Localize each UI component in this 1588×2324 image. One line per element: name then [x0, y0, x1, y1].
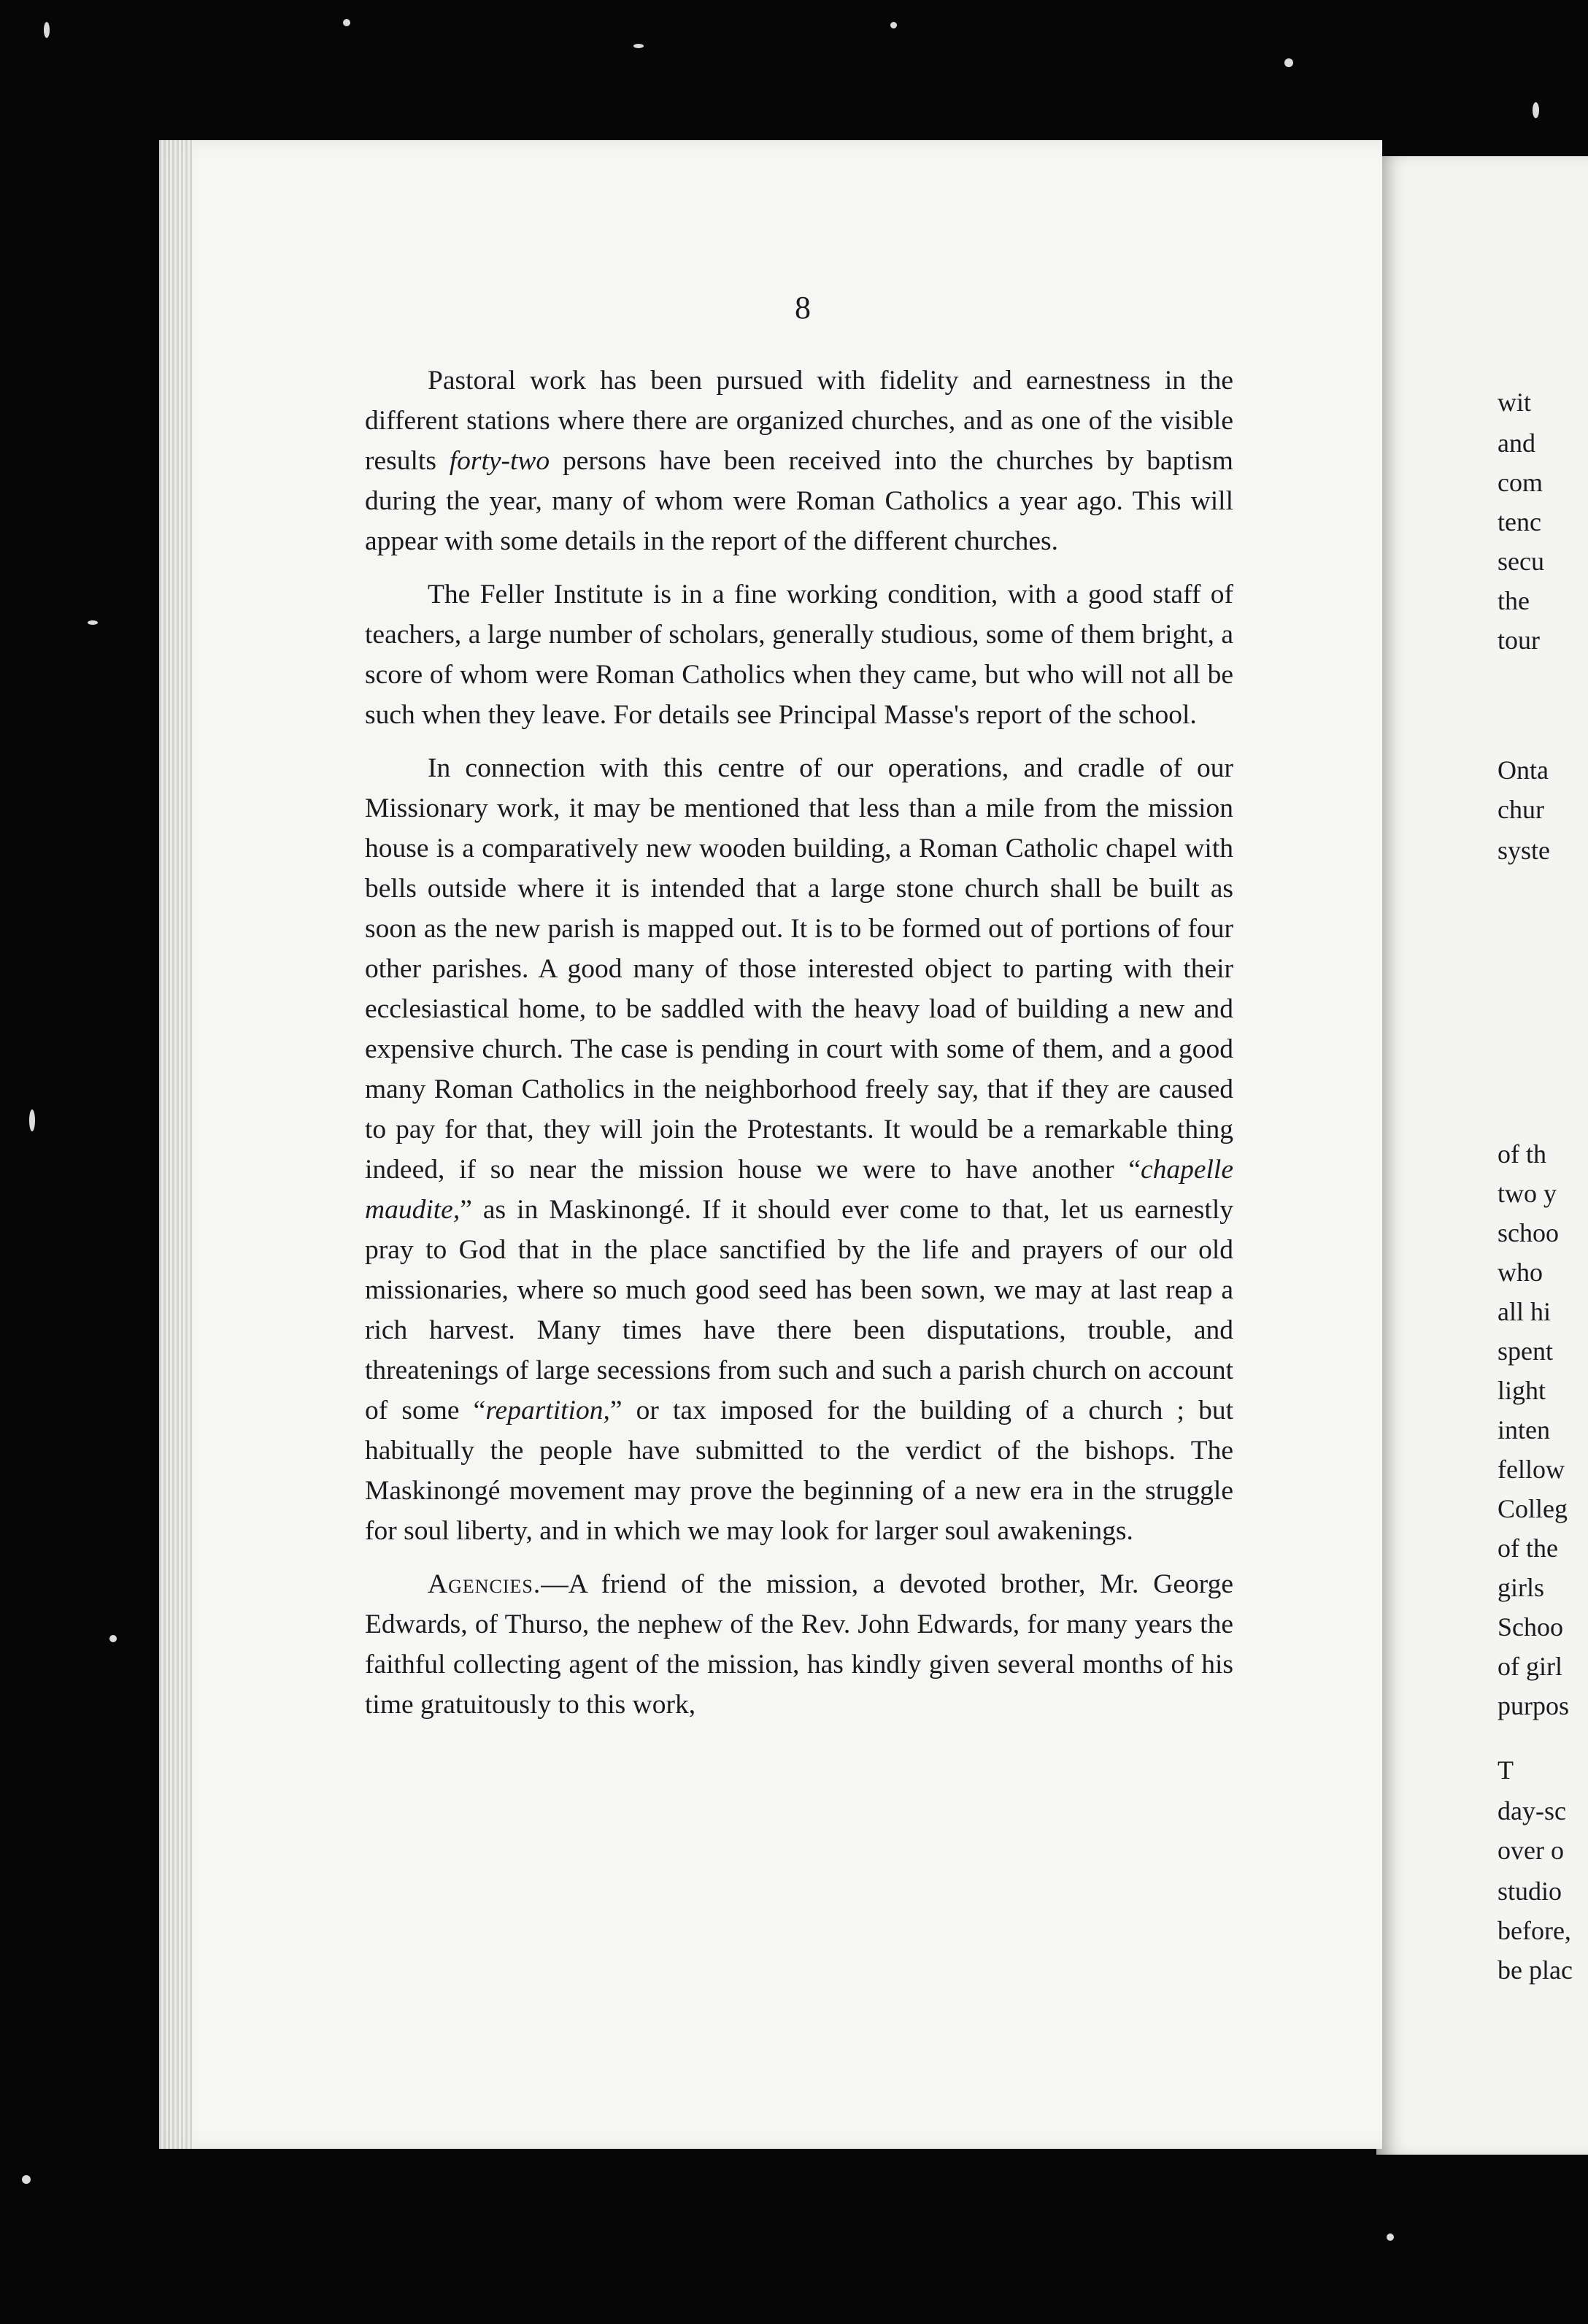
- facing-page-fragment: T: [1498, 1755, 1514, 1785]
- facing-page-fragment: light: [1498, 1376, 1546, 1405]
- paragraph-pastoral-work: Pastoral work has been pursued with fidelity and earnestness in the different stations where there are organized churches, and as one of the visible results forty-two persons have been received into the churches by baptism during the year, many of whom were Roman Catholics a year ago. This will appear with some details in the report of the different churches.: [365, 366, 1233, 556]
- facing-page-fragment: Onta: [1498, 755, 1549, 785]
- paragraph-feller-institute: The Feller Institute is in a fine working condition, with a good staff of teachers, a large number of scholars, generally studious, some of them bright, a score of whom were Roman Catholics when they came, but who will not all be such when they leave. For details see Principal Masse's report of the school.: [365, 580, 1233, 730]
- facing-page-fragment: wit: [1498, 388, 1532, 417]
- facing-page-fragment: who: [1498, 1258, 1543, 1287]
- facing-page-fragment: inten: [1498, 1415, 1550, 1444]
- facing-page-fragment: the: [1498, 586, 1530, 615]
- facing-page-fragment: be plac: [1498, 1955, 1573, 1985]
- page-number: 8: [795, 290, 811, 326]
- scan-speck: [22, 2175, 31, 2184]
- scan-speck: [88, 620, 98, 625]
- scan-speck: [1533, 102, 1539, 118]
- facing-page-fragment: tour: [1498, 626, 1540, 655]
- agencies-heading: Agencies.: [428, 1569, 541, 1599]
- facing-page-fragment: syste: [1498, 836, 1550, 865]
- scan-speck: [343, 19, 350, 26]
- facing-page-fragment: and: [1498, 428, 1535, 458]
- facing-page-fragment: com: [1498, 468, 1543, 497]
- scan-speck: [29, 1109, 35, 1131]
- page-edge: [159, 140, 193, 2149]
- facing-page-fragment: Schoo: [1498, 1612, 1563, 1642]
- facing-page-fragment: two y: [1498, 1179, 1557, 1208]
- scan-speck: [1284, 58, 1293, 67]
- facing-page-fragment: of th: [1498, 1139, 1546, 1169]
- facing-page-fragment: studio: [1498, 1877, 1562, 1906]
- facing-page-fragment: of girl: [1498, 1652, 1562, 1681]
- facing-page-fragment: Colleg: [1498, 1494, 1568, 1523]
- scan-speck: [890, 22, 897, 28]
- facing-page-fragment: secu: [1498, 547, 1544, 576]
- facing-page-fragment: all hi: [1498, 1297, 1551, 1326]
- facing-page-fragment: girls: [1498, 1573, 1545, 1602]
- facing-page-fragment: fellow: [1498, 1455, 1565, 1484]
- facing-page-fragment: over o: [1498, 1836, 1564, 1865]
- facing-page-fragment: chur: [1498, 795, 1544, 824]
- page-body: [365, 361, 1233, 1738]
- paragraph-agencies: Agencies.—A friend of the mission, a devoted brother, Mr. George Edwards, of Thurso, the nephew of the Rev. John Edwards, for many years the faithful collecting agent of the mission, has kindly given several months of his time gratuitously to this work,: [365, 1569, 1233, 1720]
- facing-page-fragment: day-sc: [1498, 1796, 1566, 1825]
- facing-page-fragment: purpos: [1498, 1691, 1569, 1720]
- facing-page-fragment: spent: [1498, 1336, 1553, 1366]
- facing-page-fragment: before,: [1498, 1916, 1571, 1945]
- paragraph-connection: In connection with this centre of our operations, and cradle of our Missionary work, it may be mentioned that less than a mile from the mission house is a comparatively new wooden building, a Roman Catholic chapel with bells outside where it is intended that a large stone church shall be built as soon as the new parish is mapped out. It is to be formed out of portions of four other parishes. A good many of those interested object to parting with their ecclesiastical home, to be saddled with the heavy load of building a new and expensive church. The case is pending in court with some of them, and a good many Roman Catholics in the neighborhood freely say, that if they are caused to pay for that, they will join the Protestants. It would be a remarkable thing indeed, if so near the mission house we were to have another “chapelle maudite,” as in Maskinongé. If it should ever come to that, let us earnestly pray to God that in the place sanctified by the life and prayers of our old missionaries, where so much good seed has been sown, we may at last reap a rich harvest. Many times have there been disputations, trouble, and threatenings of large secessions from such and such a parish church on account of some “repartition,” or tax imposed for the building of a church ; but habitually the people have submitted to the verdict of the bishops. The Maskinongé movement may prove the beginning of a new era in the struggle for soul liberty, and in which we may look for larger soul awakenings.: [365, 753, 1234, 1546]
- scan-speck: [109, 1635, 117, 1642]
- scan-speck: [633, 44, 644, 48]
- scan-speck: [44, 22, 50, 38]
- facing-page-fragment: schoo: [1498, 1218, 1559, 1247]
- scan-speck: [1387, 2233, 1394, 2241]
- facing-page-fragment: of the: [1498, 1534, 1558, 1563]
- facing-page-fragment: tenc: [1498, 507, 1541, 536]
